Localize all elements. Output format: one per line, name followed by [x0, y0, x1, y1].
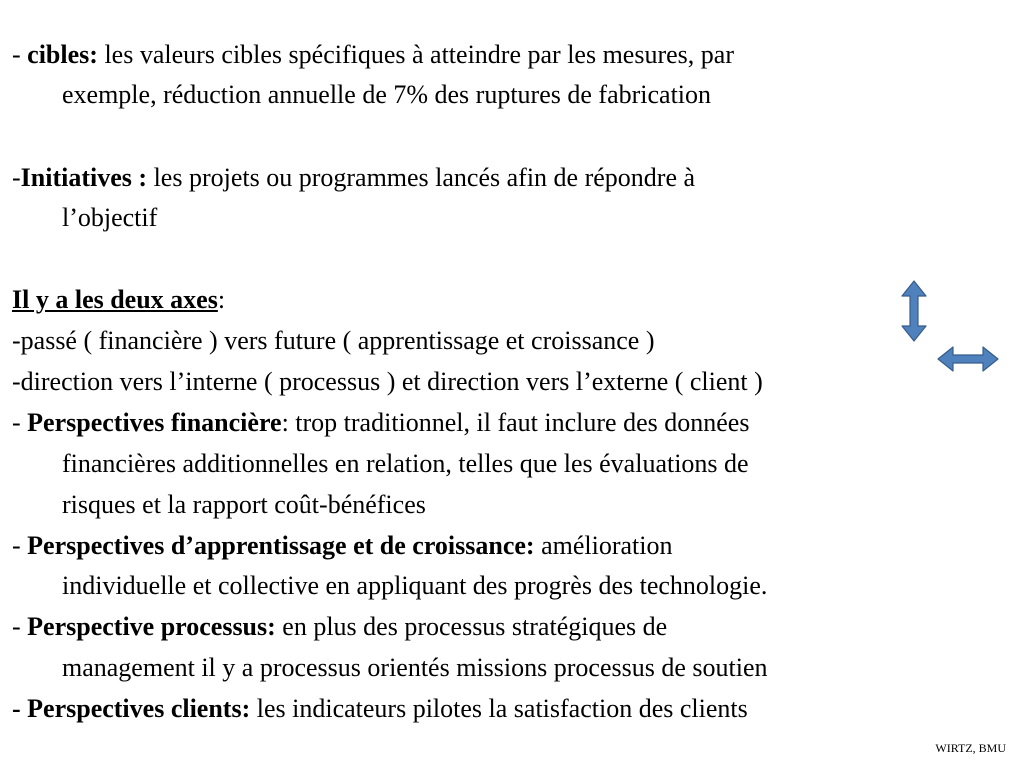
- cibles-term: cibles:: [27, 40, 98, 69]
- axes-line-2: -direction vers l’interne ( processus ) et direction vers l’externe ( client ): [12, 367, 763, 396]
- vertical-double-arrow-icon: [901, 280, 927, 342]
- processus-prefix: -: [12, 612, 28, 641]
- footer-credit: WIRTZ, BMU: [935, 741, 1006, 755]
- financiere-line-3: risques et la rapport coût-bénéfices: [62, 490, 426, 519]
- cibles-text-1: les valeurs cibles spécifiques à atteindre par les mesures, par: [97, 40, 734, 69]
- axes-line-1: -passé ( financière ) vers future ( apprentissage et croissance ): [12, 326, 655, 355]
- processus-line-1: [12, 612, 667, 642]
- apprentissage-line-1: [12, 531, 672, 561]
- processus-term: Perspective processus:: [27, 612, 276, 641]
- clients-line-1: [12, 694, 748, 724]
- initiatives-term: Initiatives :: [20, 163, 148, 192]
- financiere-prefix: -: [12, 408, 28, 437]
- cibles-line-1: [12, 40, 734, 70]
- financiere-line-2: financières additionnelles en relation, telles que les évaluations de: [62, 449, 749, 478]
- initiatives-prefix: -: [12, 163, 21, 192]
- financiere-line-1: [12, 408, 749, 438]
- axes-heading: Il y a les deux axes: [12, 285, 218, 314]
- initiatives-line-1: [12, 163, 695, 193]
- processus-line-2: management il y a processus orientés missions processus de soutien: [62, 653, 768, 682]
- apprentissage-line-2: individuelle et collective en appliquant des progrès des technologie.: [62, 571, 768, 600]
- axes-heading-colon: :: [217, 285, 226, 314]
- clients-term: - Perspectives clients:: [12, 694, 251, 723]
- horizontal-double-arrow-icon: [937, 346, 999, 372]
- financiere-term: Perspectives financière: [27, 408, 282, 437]
- processus-text-1: en plus des processus stratégiques de: [275, 612, 668, 641]
- clients-text-1: les indicateurs pilotes la satisfaction des clients: [250, 694, 748, 723]
- cibles-prefix: -: [12, 40, 28, 69]
- cibles-line-2: exemple, réduction annuelle de 7% des ruptures de fabrication: [62, 80, 712, 109]
- apprentissage-prefix: -: [12, 531, 28, 560]
- apprentissage-term: Perspectives d’apprentissage et de croissance:: [27, 531, 535, 560]
- initiatives-line-2: l’objectif: [62, 203, 158, 232]
- initiatives-text-1: les projets ou programmes lancés afin de répondre à: [147, 163, 696, 192]
- financiere-text-1: : trop traditionnel, il faut inclure des données: [281, 408, 750, 437]
- apprentissage-text-1: amélioration: [534, 531, 673, 560]
- axes-heading-line: [12, 285, 225, 315]
